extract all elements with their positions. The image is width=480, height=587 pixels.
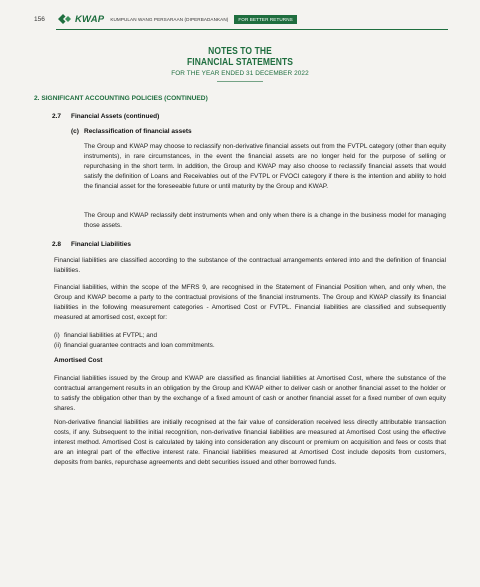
liabilities-exception-list (54, 331, 215, 351)
page-header (34, 9, 448, 29)
list-marker: (i) (54, 332, 60, 339)
list-item-text: financial liabilities at FVTPL; and (64, 332, 158, 339)
tagline-badge: FOR BETTER RETURNS (234, 15, 296, 24)
item-title: Reclassification of financial assets (84, 128, 192, 135)
list-item (54, 331, 215, 341)
title-block (0, 46, 480, 82)
page-number: 156 (34, 15, 45, 23)
paragraph: The Group and KWAP may choose to reclassify non-derivative financial assets out from the FVTPL category (other than equity instruments), in rare circumstances, in the event the financial assets are no longer held for the purpose of selling or repurchasing in the short term. In addition, the Group and KWAP may also choose to reclassify financial assets that would satisfy the definition of Loans and Receivables out of the FVTPL or FVOCI category if there is the intention and ability to hold the financial asset for the foreseeable future or until maturity by the Group and KWAP. (84, 143, 446, 191)
list-item-text: financial guarantee contracts and loan commitments. (64, 342, 215, 350)
subsection-number: 2.7 (52, 113, 62, 120)
paragraph: Non-derivative financial liabilities are initially recognised at the fair value of consideration received less directly attributable transaction costs, if any. Subsequent to the initial recognition, non-derivative financial liabilities are measured at Amortised Cost using the effective interest method. Amortised Cost is calculated by taking into consideration any discount or premium on acquisition and fees or costs that are an integral part of the effective interest rate. Financial liabilities measured at Amortised Cost include deposits from customers, deposits from banks, repurchase agreements and debt securities issued and other borrowed funds. (54, 419, 446, 467)
list-item (54, 341, 215, 351)
paragraph: Financial liabilities, within the scope of the MFRS 9, are recognised in the Statement of Financial Position when, and only when, the Group and KWAP become a party to the contractual provisions of the financial instruments. The Group and KWAP classify its financial liabilities in the following measurement categories - Amortised Cost or FVTPL. Financial liabilities are classified and subsequently measured at amortised cost, except for: (54, 284, 446, 322)
paragraph: The Group and KWAP reclassify debt instruments when and only when there is a change in the business model for managing those assets. (84, 212, 446, 230)
page-title-line1: NOTES TO THE (208, 46, 272, 57)
page-subtitle: FOR THE YEAR ENDED 31 DECEMBER 2022 (171, 70, 309, 77)
subsection-number: 2.8 (52, 241, 62, 248)
paragraph: Financial liabilities issued by the Group and KWAP are classified as financial liabilities at Amortised Cost, where the substance of the contractual arrangement results in an obligation by the Group and KWAP either to deliver cash or another financial asset to the holder or to satisfy the obligation other than by the exchange of a fixed amount of cash or another financial asset for a fixed number of own equity shares. (54, 375, 446, 413)
kwap-logo (58, 14, 104, 25)
subsection-title: Financial Liabilities (71, 241, 131, 248)
kwap-logo-icon (58, 14, 73, 24)
item-c-heading (71, 128, 192, 135)
amortised-cost-heading: Amortised Cost (54, 357, 103, 364)
subsection-2-8-heading (52, 241, 131, 248)
item-label: (c) (71, 128, 79, 135)
organization-name: KUMPULAN WANG PERSARAAN (DIPERBADANKAN) (110, 16, 229, 22)
title-divider (217, 81, 263, 82)
subsection-title: Financial Assets (continued) (71, 113, 160, 120)
paragraph: Financial liabilities are classified according to the substance of the contractual arrangements entered into and the definition of financial liabilities. (54, 257, 446, 275)
page-title-line2: FINANCIAL STATEMENTS (186, 57, 294, 68)
header-divider (56, 29, 448, 30)
section-heading: 2. SIGNIFICANT ACCOUNTING POLICIES (CONTINUED) (34, 95, 208, 102)
logo-text: KWAP (75, 13, 105, 25)
subsection-2-7-heading (52, 113, 159, 120)
list-marker: (ii) (54, 342, 62, 350)
